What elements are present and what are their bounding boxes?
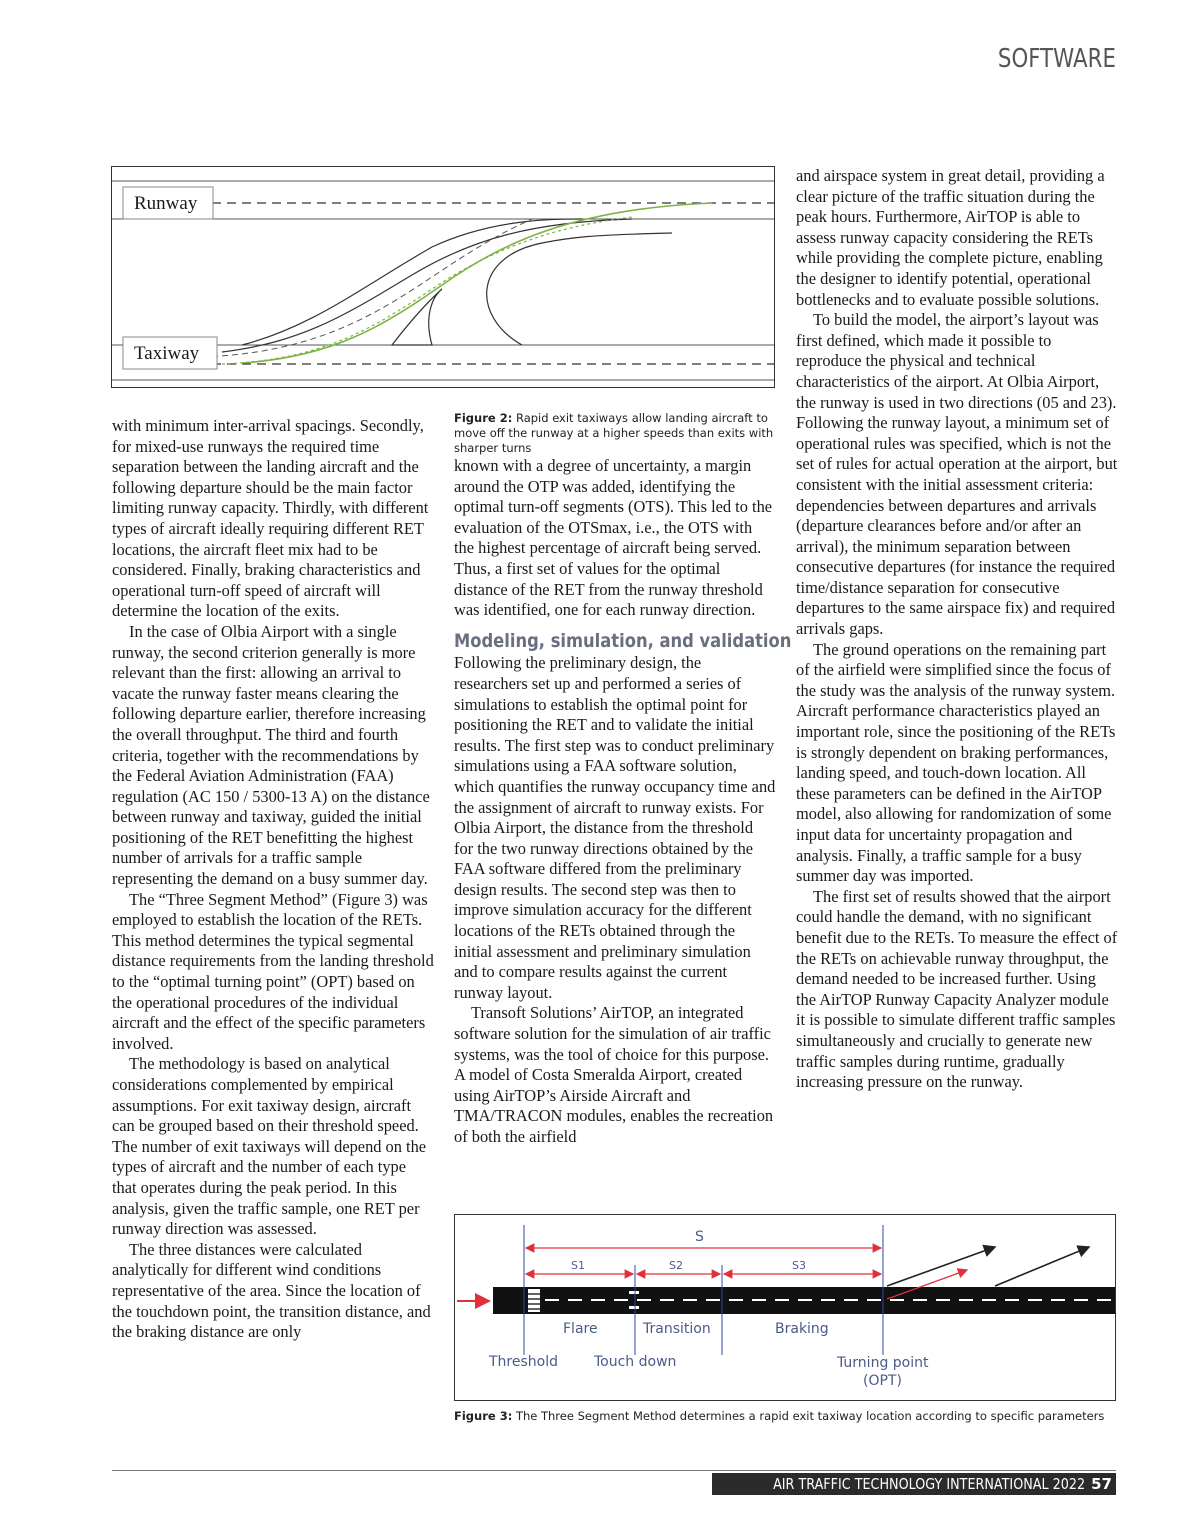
s1-label: S1	[571, 1259, 585, 1272]
paragraph: and airspace system in great detail, providing a clear picture of the traffic situation during the peak hours. Furthermore, AirTOP is able to assess runway capacity considering the RETs while providing the complete picture, enabling the designer to identify potential, operational bottlenecks and to evaluate possible solutions.	[796, 166, 1105, 309]
footer-rule	[112, 1470, 1116, 1471]
figure-3-three-segment-diagram	[454, 1214, 1116, 1401]
figure-3-caption	[454, 1409, 1114, 1424]
s3-label: S3	[792, 1259, 806, 1272]
taxiway-label: Taxiway	[134, 343, 200, 364]
braking-label: Braking	[775, 1321, 829, 1337]
turning-point-label: Turning point	[837, 1355, 929, 1371]
touchdown-label: Touch down	[594, 1354, 677, 1370]
figure-2-graphic	[112, 167, 774, 387]
column-3	[796, 166, 1120, 1093]
threshold-label: Threshold	[489, 1354, 558, 1370]
paragraph: The first set of results showed that the airport could handle the demand, with no significant benefit due to the RETs. To measure the effect of the RETs on achievable runway throughput, the demand needed to be increased further. Using the AirTOP Runway Capacity Analyzer module it is possible to simulate different traffic samples simultaneously and crucially to generate new traffic samples during runtime, gradually increasing pressure on the runway.	[796, 886, 1118, 1092]
paragraph: The three distances were calculated analytically for different wind conditions representative of the area. Since the location of the touchdown point, the transition distance, and the braking distance are only	[112, 1239, 431, 1342]
flare-label: Flare	[563, 1321, 598, 1337]
figure-3-caption-label: Figure 3:	[454, 1409, 513, 1423]
figure-2-caption-label: Figure 2:	[454, 411, 513, 425]
s2-label: S2	[669, 1259, 683, 1272]
figure-3-caption-text: The Three Segment Method determines a rapid exit taxiway location according to specific parameters	[515, 1409, 1105, 1423]
page-number: 57	[1091, 1475, 1112, 1493]
paragraph: Transoft Solutions’ AirTOP, an integrated software solution for the simulation of air traffic systems, was the tool of choice for this purpose. A model of Costa Smeralda Airport, created using AirTOP’s Airside Aircraft and TMA/TRACON modules, enables the recreation of both the airfield	[454, 1003, 774, 1146]
figure-3-graphic	[455, 1215, 1115, 1400]
paragraph: known with a degree of uncertainty, a margin around the OTP was added, identifying the optimal turn-off segments (OTS). This led to the evaluation of the OTSmax, i.e., the OTS with the highest percentage of aircraft being served. Thus, a first set of values for the optimal distance of the RET from the runway threshold was identified, one for each runway direction.	[454, 456, 773, 620]
column-1	[112, 416, 434, 1343]
figure-2-caption-text: Rapid exit taxiways allow landing aircraft to move off the runway at a higher speeds than exits with sharper turns	[454, 411, 774, 455]
section-label: SOFTWARE	[997, 44, 1116, 74]
footer-bar	[712, 1473, 1116, 1495]
s-label: S	[695, 1229, 704, 1245]
publication-name: AIR TRAFFIC TECHNOLOGY INTERNATIONAL 2022	[773, 1475, 1086, 1493]
figure-2-caption	[454, 411, 774, 456]
paragraph: To build the model, the airport’s layout was first defined, which made it possible to reproduce the physical and technical characteristics of the airport. At Olbia Airport, the runway is used in two directions (05 and 23). Following the runway layout, a minimum set of operational rules was specified, which is not the set of rules for actual operation at the airport, but consistent with the initial assessment criteria: dependencies between departures and arrivals (departure clearances before and/or after an arrival), the minimum separation between consecutive departures (for instance the required time/distance separation for consecutive departures to the same airspace fix) and required arrivals gaps.	[796, 310, 1118, 639]
paragraph: In the case of Olbia Airport with a single runway, the second criterion generally is more relevant than the first: allowing an arrival to vacate the runway faster means clearing the following departure earlier, therefore increasing the overall throughput. The third and fourth criteria, together with the recommendations by the Federal Aviation Administration (FAA) regulation (AC 150 / 5300-13 A) on the distance between runway and taxiway, guided the initial positioning of the RET benefitting the highest number of arrivals for a traffic sample representing the demand on a busy summer day.	[112, 621, 430, 889]
column-2	[454, 456, 792, 1148]
paragraph: The ground operations on the remaining part of the airfield were simplified since the focus of the study was the analysis of the runway system. Aircraft performance characteristics played an important role, since the positioning of the RETs is strongly dependent on braking performances, landing speed, and touch-down location. All these parameters can be defined in the AirTOP model, also allowing for randomization of some input data for uncertainty propagation and analysis. Finally, a traffic sample for a busy summer day was imported.	[796, 639, 1116, 886]
figure-2-runway-exit-diagram	[111, 166, 775, 388]
paragraph: The “Three Segment Method” (Figure 3) was employed to establish the location of the RETs. This method determines the typical segmental distance requirements from the landing threshold to the “optimal turning point” (OPT) based on the operational procedures of the individual aircraft and the effect of the specific parameters involved.	[112, 889, 434, 1053]
opt-label: (OPT)	[863, 1373, 902, 1389]
paragraph: The methodology is based on analytical considerations complemented by empirical assumptions. For exit taxiway design, aircraft can be grouped based on their threshold speed. The number of exit taxiways will depend on the types of aircraft and the number of each type that operates during the peak period. In this analysis, given the traffic sample, one RET per runway direction was assessed.	[112, 1054, 427, 1239]
runway-label: Runway	[134, 193, 198, 214]
transition-label: Transition	[643, 1321, 711, 1337]
section-heading: Modeling, simulation, and validation	[454, 629, 792, 652]
paragraph: with minimum inter-arrival spacings. Secondly, for mixed-use runways the required time separation between the landing aircraft and the following departure should be the main factor limiting runway capacity. Thirdly, with different types of aircraft ideally requiring different RET locations, the aircraft fleet mix had to be considered. Finally, braking characteristics and operational turn-off speed of aircraft will determine the location of the exits.	[112, 416, 429, 621]
paragraph: Following the preliminary design, the researchers set up and performed a series of simulations to establish the optimal point for positioning the RET and to validate the initial results. The first step was to conduct preliminary simulations using a FAA software solution, which quantifies the runway occupancy time and the assignment of aircraft to runway exists. For Olbia Airport, the distance from the threshold for the two runway directions obtained by the FAA software differed from the preliminary design results. The second step was then to improve simulation accuracy for the different locations of the RETs obtained through the initial assessment and preliminary simulation and to compare results against the current runway layout.	[454, 653, 776, 1002]
